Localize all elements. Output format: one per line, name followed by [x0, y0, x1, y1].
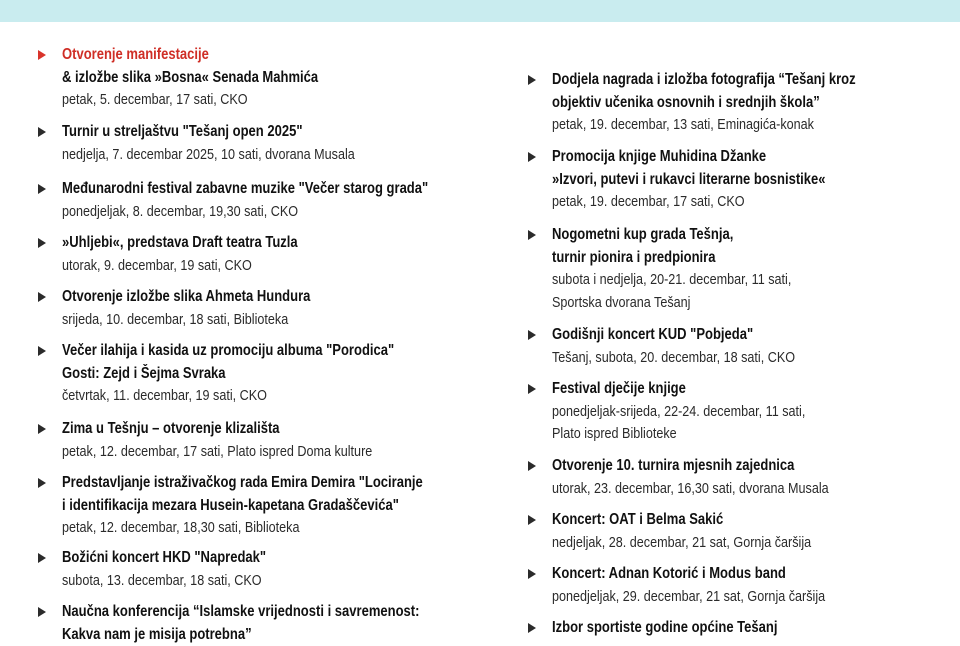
bullet-arrow-icon	[528, 152, 536, 162]
bullet-arrow-icon	[38, 424, 46, 434]
bullet-arrow-icon	[38, 292, 46, 302]
bullet-arrow-icon	[38, 553, 46, 563]
event-date-location: petak, 19. decembar, 17 sati, CKO	[552, 193, 745, 210]
event-date-location: nedjelja, 7. decembar 2025, 10 sati, dvorana Musala	[62, 145, 355, 163]
event-venue: Sportska dvorana Tešanj	[552, 293, 691, 311]
event-title-line: Nogometni kup grada Tešnja,	[552, 226, 734, 243]
event-title-line: Dodjela nagrada i izložba fotografija “Tešanj kroz	[552, 71, 856, 88]
event-title-line: Božićni koncert HKD "Napredak"	[62, 549, 267, 566]
event-title-line: Večer ilahija i kasida uz promociju albuma "Porodica"	[62, 342, 395, 359]
bullet-arrow-icon	[38, 607, 46, 617]
event-title-line: Naučna konferencija “Islamske vrijednosti i savremenost:	[62, 603, 420, 620]
bullet-arrow-icon	[38, 127, 46, 137]
event-title-line: »Uhljebi«, predstava Draft teatra Tuzla	[62, 234, 298, 251]
event-title-line: Koncert: Adnan Kotorić i Modus band	[552, 565, 786, 582]
bullet-arrow-icon	[528, 384, 536, 394]
event-date-location: petak, 19. decembar, 13 sati, Eminagića-konak	[552, 116, 814, 133]
bullet-arrow-icon	[38, 238, 46, 248]
event-title-line: Godišnji koncert KUD "Pobjeda"	[552, 326, 754, 343]
event-date-location: četvrtak, 11. decembar, 19 sati, CKO	[62, 387, 267, 404]
event-title-line: »Izvori, putevi i rukavci literarne bosnistike«	[552, 170, 826, 188]
event-title-line: Otvorenje izložbe slika Ahmeta Hundura	[62, 288, 311, 305]
event-title-line: objektiv učenika osnovnih i srednjih škola”	[552, 93, 820, 111]
bullet-arrow-icon	[38, 478, 46, 488]
bullet-arrow-icon	[528, 330, 536, 340]
event-title-line: Otvorenje 10. turnira mjesnih zajednica	[552, 457, 795, 474]
event-date-location: petak, 5. decembar, 17 sati, CKO	[62, 91, 248, 108]
event-date-location: nedjeljak, 28. decembar, 21 sat, Gornja čaršija	[552, 533, 812, 551]
event-date-location: ponedjeljak, 29. decembar, 21 sat, Gornja čaršija	[552, 587, 826, 605]
event-title-line: Festival dječije knjige	[552, 380, 686, 397]
event-date-location: subota i nedjelja, 20-21. decembar, 11 sati,	[552, 271, 792, 288]
bullet-arrow-icon	[528, 75, 536, 85]
event-title-line: Gosti: Zejd i Šejma Svraka	[62, 364, 226, 382]
event-title-line: Kakva nam je misija potrebna”	[62, 625, 252, 643]
event-venue: Plato ispred Biblioteke	[552, 425, 677, 442]
event-date-location: utorak, 23. decembar, 16,30 sati, dvorana Musala	[552, 479, 829, 497]
event-date-location: srijeda, 10. decembar, 18 sati, Biblioteka	[62, 310, 289, 328]
event-date-location: subota, 13. decembar, 18 sati, CKO	[62, 571, 262, 589]
event-title-line: Predstavljanje istraživačkog rada Emira Demira "Lociranje	[62, 474, 423, 491]
red-bullet-arrow-icon	[38, 50, 46, 60]
event-title-line: Otvorenje manifestacije	[62, 46, 209, 63]
event-title-line: Turnir u streljaštvu "Tešanj open 2025"	[62, 123, 303, 140]
event-title-line: Zima u Tešnju – otvorenje klizališta	[62, 420, 280, 437]
event-title-line: Međunarodni festival zabavne muzike "Večer starog grada"	[62, 180, 429, 197]
event-date-location: petak, 12. decembar, 17 sati, Plato ispred Doma kulture	[62, 442, 373, 460]
event-date-location: petak, 12. decembar, 18,30 sati, Biblioteka	[62, 519, 300, 536]
event-date-location: utorak, 9. decembar, 19 sati, CKO	[62, 256, 252, 274]
event-date-location: ponedjeljak-srijeda, 22-24. decembar, 11 sati,	[552, 402, 806, 420]
bullet-arrow-icon	[38, 184, 46, 194]
bullet-arrow-icon	[528, 230, 536, 240]
bullet-arrow-icon	[528, 623, 536, 633]
bullet-arrow-icon	[38, 346, 46, 356]
event-title-line: turnir pionira i predpionira	[552, 248, 716, 266]
event-title-line: i identifikacija mezara Husein-kapetana Gradaščevića"	[62, 496, 399, 514]
event-title-line: Izbor sportiste godine općine Tešanj	[552, 619, 778, 636]
event-title-line: & izložbe slika »Bosna« Senada Mahmića	[62, 68, 319, 86]
event-date-location: ponedjeljak, 8. decembar, 19,30 sati, CKO	[62, 202, 299, 220]
event-title-line: Koncert: OAT i Belma Sakić	[552, 511, 724, 528]
event-title-line: Promocija knjige Muhidina Džanke	[552, 148, 767, 165]
event-date-location: Tešanj, subota, 20. decembar, 18 sati, CKO	[552, 348, 796, 366]
bullet-arrow-icon	[528, 569, 536, 579]
bullet-arrow-icon	[528, 461, 536, 471]
top-color-band	[0, 0, 960, 22]
bullet-arrow-icon	[528, 515, 536, 525]
